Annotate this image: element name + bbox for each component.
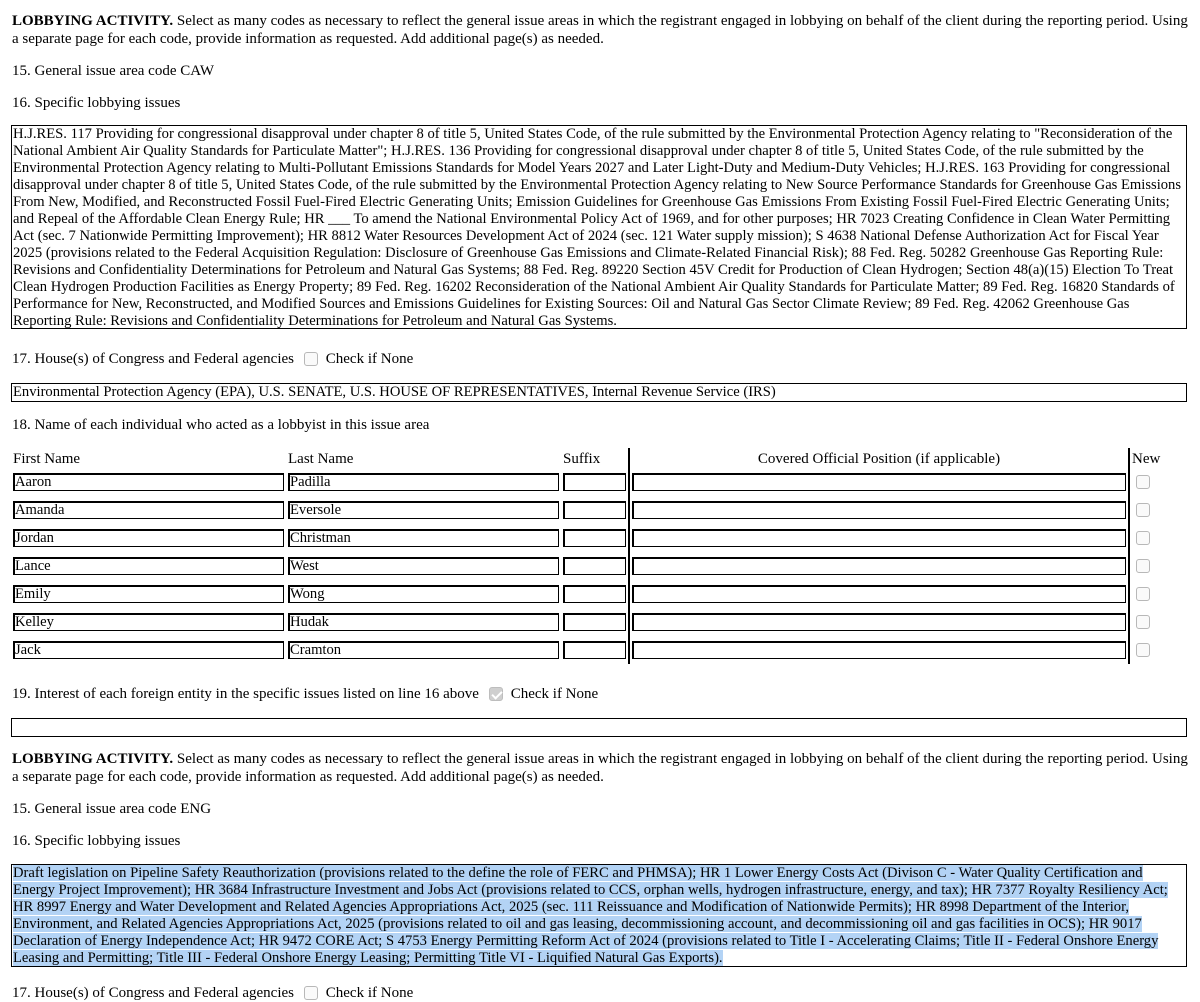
issue-area-code-label: 15. General issue area code CAW — [12, 63, 215, 79]
new-checkbox[interactable] — [1136, 531, 1150, 545]
last-name-field[interactable]: Christman — [288, 529, 559, 547]
position-header: Covered Official Position (if applicable) — [629, 448, 1129, 468]
suffix-field[interactable] — [563, 473, 626, 491]
houses-agencies-row-2 — [12, 984, 1189, 1002]
lobbyist-row — [11, 496, 1180, 524]
suffix-field[interactable] — [563, 557, 626, 575]
position-field[interactable] — [632, 641, 1126, 659]
specific-issues-label-2: 16. Specific lobbying issues — [12, 833, 181, 849]
position-field[interactable] — [632, 585, 1126, 603]
new-checkbox[interactable] — [1136, 559, 1150, 573]
foreign-entity-row — [12, 685, 1189, 703]
first-name-field[interactable]: Emily — [13, 585, 284, 603]
suffix-field[interactable] — [563, 501, 626, 519]
last-name-field[interactable]: Hudak — [288, 613, 559, 631]
lobbyist-row — [11, 580, 1180, 608]
first-name-field[interactable]: Jordan — [13, 529, 284, 547]
last-name-field[interactable]: Wong — [288, 585, 559, 603]
first-name-header: First Name — [13, 451, 81, 467]
houses-agencies-row — [12, 350, 1189, 368]
last-name-field[interactable]: West — [288, 557, 559, 575]
new-checkbox[interactable] — [1136, 587, 1150, 601]
specific-issues-textbox[interactable] — [11, 125, 1187, 329]
first-name-field[interactable]: Lance — [13, 557, 284, 575]
lobbying-activity-heading-2: LOBBYING ACTIVITY. — [12, 751, 174, 767]
first-name-field[interactable]: Amanda — [13, 501, 284, 519]
suffix-field[interactable] — [563, 641, 626, 659]
check-if-none-checkbox-19[interactable] — [489, 687, 503, 701]
issue-area-code-label-2: 15. General issue area code ENG — [12, 801, 212, 817]
last-name-header: Last Name — [288, 451, 354, 467]
check-if-none-label: Check if None — [325, 351, 414, 367]
suffix-field[interactable] — [563, 529, 626, 547]
position-field[interactable] — [632, 613, 1126, 631]
new-checkbox[interactable] — [1136, 503, 1150, 517]
lobbying-activity-heading: LOBBYING ACTIVITY. — [12, 13, 174, 29]
check-if-none-checkbox-2[interactable] — [304, 986, 318, 1000]
lobbying-activity-instructions-2: Select as many codes as necessary to reflect the general issue areas in which the registrant engaged in lobbying on behalf of the client during the reporting period. Using a separate page for each code, provide information as requested. Add additional page(s) as needed. — [12, 751, 1188, 785]
lobbying-activity-instructions: Select as many codes as necessary to reflect the general issue areas in which the registrant engaged in lobbying on behalf of the client during the reporting period. Using a separate page for each code, provide information as requested. Add additional page(s) as needed. — [12, 13, 1188, 47]
position-field[interactable] — [632, 529, 1126, 547]
lobbyist-table-header — [11, 448, 1180, 468]
foreign-entity-field[interactable] — [11, 718, 1187, 737]
lobbying-activity-intro — [12, 12, 1189, 48]
specific-issues-text-2: Draft legislation on Pipeline Safety Reauthorization (provisions related to the define the role of FERC and PHMSA); HR 1 Lower Energy Costs Act (Divison C - Water Quality Certification and Energy Project Improvement); HR 3684 Infrastructure Investment and Jobs Act (provisions related to CCS, orphan wells, hydrogen infrastructure, energy, and tax); HR 7377 Royalty Resiliency Act; HR 8997 Energy and Water Development and Related Agencies Appropriations Act, 2025 (sec. 111 Reissuance and Modification of Nationwide Permits); HR 8998 Department of the Interior, Environment, and Related Agencies Appropriations Act, 2025 (provisions related to oil and gas leasing, decommissioning account, and decommissioning oil and gas facilities in OCS); HR 9017 Declaration of Energy Independence Act; HR 9472 CORE Act; S 4753 Energy Permitting Reform Act of 2024 (provisions related to Title I - Accelerating Claims; Title II - Federal Onshore Energy Leasing and Permitting; Title III - Federal Onshore Energy Leasing; Permitting Title VI - Liquified Natural Gas Exports). — [13, 865, 1168, 966]
first-name-field[interactable]: Aaron — [13, 473, 284, 491]
suffix-field[interactable] — [563, 613, 626, 631]
suffix-header: Suffix — [563, 451, 601, 467]
lobbyist-row — [11, 468, 1180, 496]
specific-issues-text: H.J.RES. 117 Providing for congressional disapproval under chapter 8 of title 5, United States Code, of the rule submitted by the Environmental Protection Agency relating to "Reconsideration of the National Ambient Air Quality Standards for Particulate Matter"; H.J.RES. 136 Providing for congressional disapproval under chapter 8 of title 5, United States Code, of the rule submitted by the Environmental Protection Agency relating to Multi-Pollutant Emissions Standards for Model Years 2027 and Later Light-Duty and Medium-Duty Vehicles; H.J.RES. 163 Providing for congressional disapproval under chapter 8 of title 5, United States Code, of the rule submitted by the Environmental Protection Agency relating to New Source Performance Standards for Greenhouse Gas Emissions From New, Modified, and Reconstructed Fossil Fuel-Fired Electric Generating Units; Emission Guidelines for Greenhouse Gas Emissions From Existing Fossil Fuel-Fired Electric Generating Units; and Repeal of the Affordable Clean Energy Rule; HR ___ To amend the National Environmental Policy Act of 1969, and for other purposes; HR 7023 Creating Confidence in Clean Water Permitting Act (sec. 7 Nationwide Permitting Improvement); HR 8812 Water Resources Development Act of 2024 (sec. 121 Water supply mission); S 4638 National Defense Authorization Act for Fiscal Year 2025 (provisions related to the Federal Acquisition Regulation: Disclosure of Greenhouse Gas Emissions and Climate-Related Financial Risk); 88 Fed. Reg. 50282 Greenhouse Gas Reporting Rule: Revisions and Confidentiality Determinations for Petroleum and Natural Gas Systems; 88 Fed. Reg. 89220 Section 45V Credit for Production of Clean Hydrogen; Section 48(a)(15) Election To Treat Clean Hydrogen Production Facilities as Energy Property; 89 Fed. Reg. 16202 Reconsideration of the National Ambient Air Quality Standards for Particulate Matter; 89 Fed. Reg. 16820 Standards of Performance for New, Reconstructed, and Modified Sources and Emissions Guidelines for Existing Sources: Oil and Natural Gas Sector Climate Review; 89 Fed. Reg. 42062 Greenhouse Gas Reporting Rule: Revisions and Confidentiality Determinations for Petroleum and Natural Gas Systems. — [13, 126, 1182, 329]
lobbyist-table — [11, 448, 1180, 664]
new-checkbox[interactable] — [1136, 475, 1150, 489]
lobbyist-row — [11, 608, 1180, 636]
new-header: New — [1129, 448, 1180, 468]
position-field[interactable] — [632, 501, 1126, 519]
position-field[interactable] — [632, 557, 1126, 575]
houses-agencies-label: 17. House(s) of Congress and Federal agencies — [12, 351, 295, 367]
check-if-none-checkbox[interactable] — [304, 352, 318, 366]
check-if-none-label-19: Check if None — [510, 686, 599, 702]
specific-issues-label: 16. Specific lobbying issues — [12, 95, 181, 111]
last-name-field[interactable]: Padilla — [288, 473, 559, 491]
foreign-entity-label: 19. Interest of each foreign entity in the specific issues listed on line 16 above — [12, 686, 479, 702]
lobbyist-row — [11, 524, 1180, 552]
position-field[interactable] — [632, 473, 1126, 491]
lobbyist-row — [11, 636, 1180, 664]
first-name-field[interactable]: Kelley — [13, 613, 284, 631]
new-checkbox[interactable] — [1136, 615, 1150, 629]
new-checkbox[interactable] — [1136, 643, 1150, 657]
specific-issues-textbox-2[interactable] — [11, 864, 1187, 967]
last-name-field[interactable]: Eversole — [288, 501, 559, 519]
check-if-none-label-2: Check if None — [325, 985, 414, 1001]
lobbyist-names-label: 18. Name of each individual who acted as a lobbyist in this issue area — [12, 417, 430, 433]
suffix-field[interactable] — [563, 585, 626, 603]
agencies-field[interactable] — [11, 383, 1187, 402]
houses-agencies-label-2: 17. House(s) of Congress and Federal agencies — [12, 985, 295, 1001]
agencies-value: Environmental Protection Agency (EPA), U.S. SENATE, U.S. HOUSE OF REPRESENTATIVES, Internal Revenue Service (IRS) — [13, 384, 776, 400]
last-name-field[interactable]: Cramton — [288, 641, 559, 659]
first-name-field[interactable]: Jack — [13, 641, 284, 659]
lobbying-activity-intro-2 — [12, 750, 1189, 786]
lobbyist-row — [11, 552, 1180, 580]
